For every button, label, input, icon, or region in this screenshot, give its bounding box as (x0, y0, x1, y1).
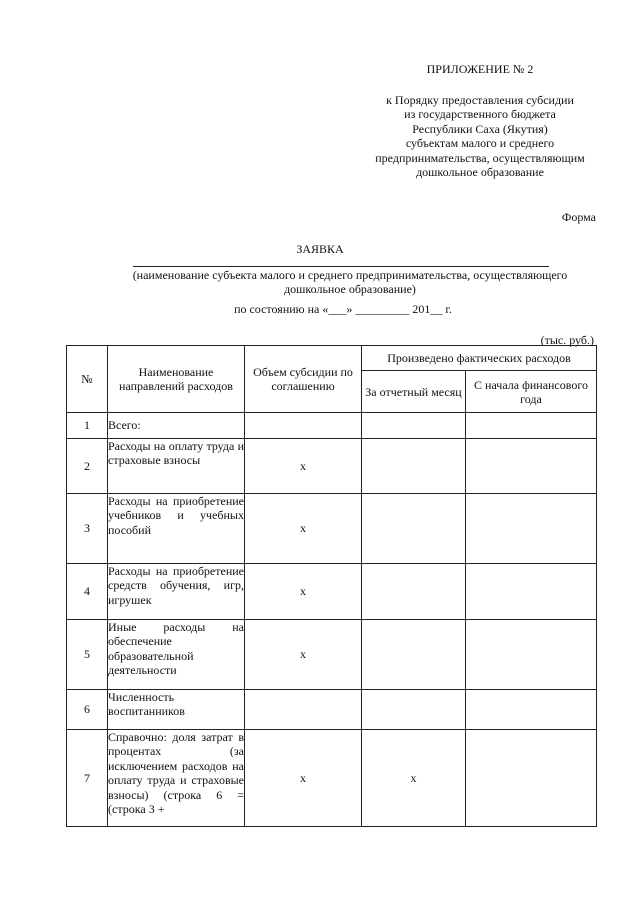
table-row (67, 494, 597, 564)
row-num: 4 (67, 564, 108, 620)
row-volume: х (245, 620, 362, 690)
appendix-line: субъектам малого и среднего (405, 136, 555, 150)
subtitle-line: (наименование субъекта малого и среднего предпринимательства, осуществляющего (132, 268, 568, 282)
row-num: 3 (67, 494, 108, 564)
row-name: Расходы на приобретение учебников и учебных пособий (108, 494, 245, 564)
row-name: Всего: (108, 413, 245, 439)
header-volume: Объем субсидии по соглашению (245, 346, 362, 413)
expense-table (66, 345, 597, 827)
row-from-start (466, 564, 597, 620)
table-row (67, 730, 597, 827)
row-reporting (362, 620, 466, 690)
table-row (67, 690, 597, 730)
organization-name-line (133, 266, 549, 267)
appendix-line: к Порядку предоставления субсидии (386, 92, 574, 107)
form-label: Форма (561, 210, 596, 224)
row-name: Иные расходы на обеспечение образовательной деятельности (108, 620, 245, 690)
row-name: Расходы на приобретение средств обучения, игр, игрушек (108, 564, 245, 620)
row-num: 7 (67, 730, 108, 827)
table-row (67, 564, 597, 620)
row-reporting (362, 439, 466, 494)
table-row (67, 439, 597, 494)
row-reporting: х (362, 730, 466, 827)
row-volume: х (245, 730, 362, 827)
header-name: Наименование направлений расходов (108, 346, 245, 413)
row-from-start (466, 730, 597, 827)
row-from-start (466, 439, 597, 494)
row-name: Справочно: доля затрат в процентах (за исключением расходов на оплату труда и страховые взносы) (строка 6 = (строка 3 + (108, 730, 245, 827)
subtitle (100, 268, 600, 296)
row-reporting (362, 413, 466, 439)
row-reporting (362, 564, 466, 620)
row-volume (245, 690, 362, 730)
header-actual: Произведено фактических расходов (362, 346, 597, 371)
header-num: № (67, 346, 108, 413)
row-from-start (466, 690, 597, 730)
appendix-line: Республики Саха (Якутия) (412, 121, 548, 136)
header-from-start: С начала финансового года (466, 371, 597, 413)
row-num: 5 (67, 620, 108, 690)
appendix-line: из государственного бюджета (404, 107, 556, 121)
row-name: Численность воспитанников (108, 690, 245, 730)
table-row (67, 413, 597, 439)
row-volume: х (245, 564, 362, 620)
appendix-title: ПРИЛОЖЕНИЕ № 2 (426, 62, 534, 76)
appendix-line: предпринимательства, осуществляющим (375, 150, 585, 165)
table-row (67, 620, 597, 690)
appendix-line: дошкольное образование (416, 165, 544, 179)
row-num: 2 (67, 439, 108, 494)
row-volume: х (245, 439, 362, 494)
units-label: (тыс. руб.) (540, 333, 594, 347)
appendix-block (360, 62, 600, 180)
row-from-start (466, 620, 597, 690)
row-name: Расходы на оплату труда и страховые взносы (108, 439, 245, 494)
row-volume (245, 413, 362, 439)
row-volume: х (245, 494, 362, 564)
document-title: ЗАЯВКА (296, 242, 344, 256)
row-num: 1 (67, 413, 108, 439)
row-from-start (466, 494, 597, 564)
row-reporting (362, 690, 466, 730)
row-num: 6 (67, 690, 108, 730)
row-from-start (466, 413, 597, 439)
subtitle-line: дошкольное образование) (284, 282, 416, 296)
row-reporting (362, 494, 466, 564)
as-of-date: по состоянию на «___» _________ 201__ г. (234, 302, 452, 316)
header-reporting-month: За отчетный месяц (362, 371, 466, 413)
